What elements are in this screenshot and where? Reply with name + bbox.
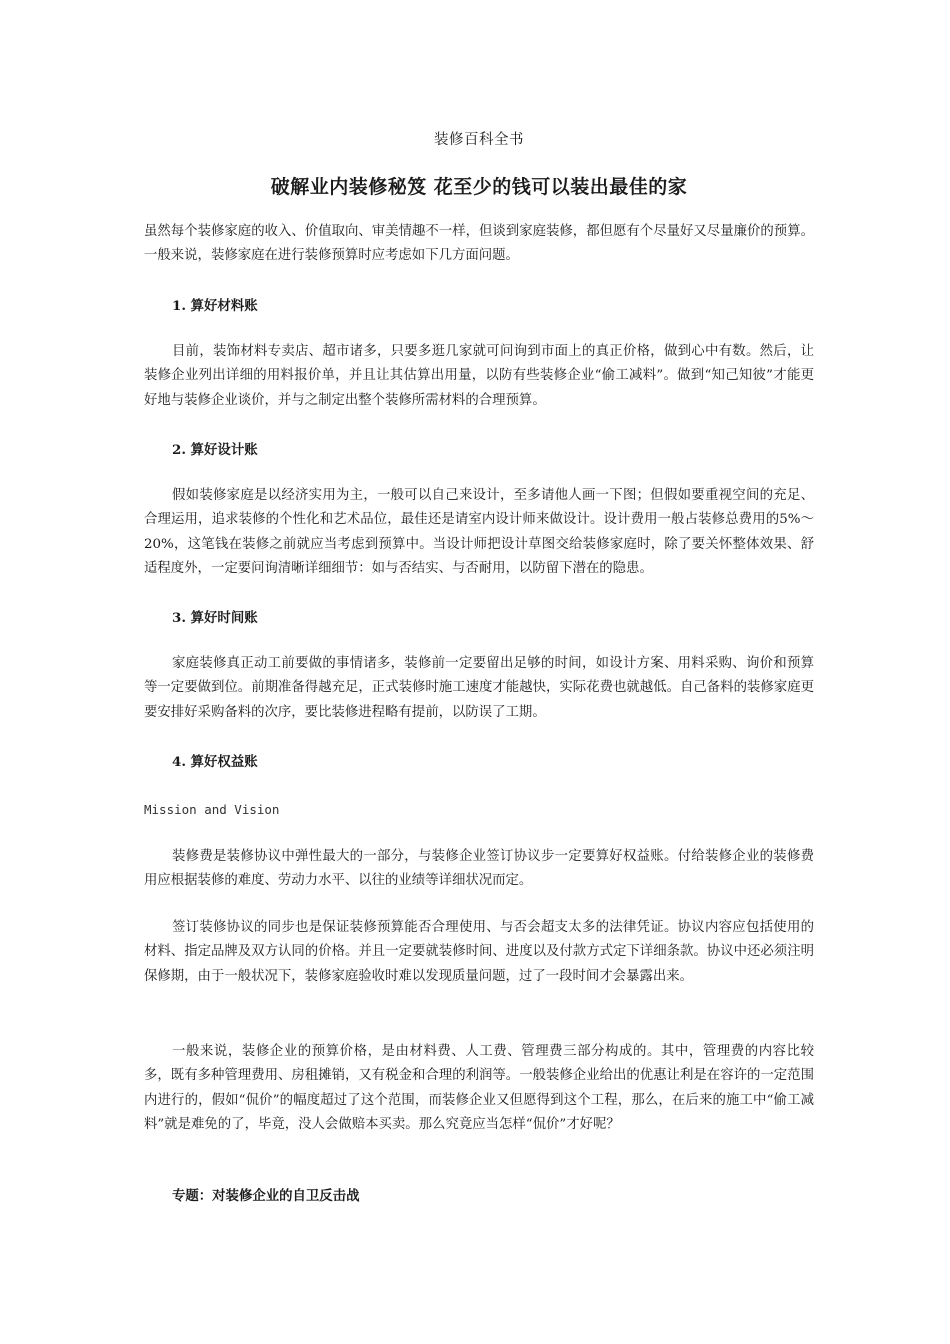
section-heading-4: 4. 算好权益账 [172,754,258,770]
mission-label: Mission and Vision [144,802,280,817]
section-2-paragraph: 假如装修家庭是以经济实用为主，一般可以自己来设计，至多请他人画一下图；但假如要重视空间的充足、合理运用，追求装修的个性化和艺术品位，最佳还是请室内设计师来做设计。设计费用一般占装修总费用的5%～20%，这笔钱在装修之前就应当考虑到预算中。当设计师把设计草图交给装修家庭时，除了要关怀整体效果、舒适程度外，一定要问询清晰详细细节：如与否结实、与否耐用，以防留下潜在的隐患。 [144,488,814,577]
topic-heading: 专题：对装修企业的自卫反击战 [172,1188,360,1204]
section-1-paragraph: 目前，装饰材料专卖店、超市诸多，只要多逛几家就可问询到市面上的真正价格，做到心中有数。然后，让装修企业列出详细的用料报价单，并且让其估算出用量，以防有些装修企业“偷工减料”。做到“知己知彼”才能更好地与装修企业谈价，并与之制定出整个装修所需材料的合理预算。 [144,344,814,408]
intro-paragraph: 虽然每个装修家庭的收入、价值取向、审美情趣不一样，但谈到家庭装修，都但愿有个尽量好又尽量廉价的预算。一般来说，装修家庭在进行装修预算时应考虑如下几方面问题。 [144,224,814,264]
tail-paragraph-2: 签订装修协议的同步也是保证装修预算能否合理使用、与否会超支太多的法律凭证。协议内容应包括使用的材料、指定品牌及双方认同的价格。并且一定要就装修时间、进度以及付款方式定下详细条款。协议中还必须注明保修期，由于一般状况下，装修家庭验收时难以发现质量问题，过了一段时间才会暴露出来。 [144,920,814,984]
section-heading-1: 1. 算好材料账 [172,298,258,314]
section-heading-2: 2. 算好设计账 [172,442,258,458]
section-heading-3: 3. 算好时间账 [172,610,258,626]
document-title: 破解业内装修秘笈 花至少的钱可以装出最佳的家 [270,176,688,198]
document-header: 装修百科全书 [434,132,524,148]
tail-paragraph-1: 装修费是装修协议中弹性最大的一部分，与装修企业签订协议步一定要算好权益账。付给装修企业的装修费用应根据装修的难度、劳动力水平、以往的业绩等详细状况而定。 [144,849,814,889]
tail-paragraph-3: 一般来说，装修企业的预算价格，是由材料费、人工费、管理费三部分构成的。其中，管理费的内容比较多，既有多种管理费用、房租摊销，又有税金和合理的利润等。一般装修企业给出的优惠让利是在容许的一定范围内进行的，假如“侃价”的幅度超过了这个范围，而装修企业又但愿得到这个工程，那么，在后来的施工中“偷工减料”就是难免的了，毕竟，没人会做赔本买卖。那么究竟应当怎样“侃价”才好呢？ [144,1044,814,1133]
section-3-paragraph: 家庭装修真正动工前要做的事情诸多，装修前一定要留出足够的时间，如设计方案、用料采购、询价和预算等一定要做到位。前期准备得越充足，正式装修时施工速度才能越快，实际花费也就越低。自己备料的装修家庭更要安排好采购备料的次序，要比装修进程略有提前，以防误了工期。 [144,656,814,720]
